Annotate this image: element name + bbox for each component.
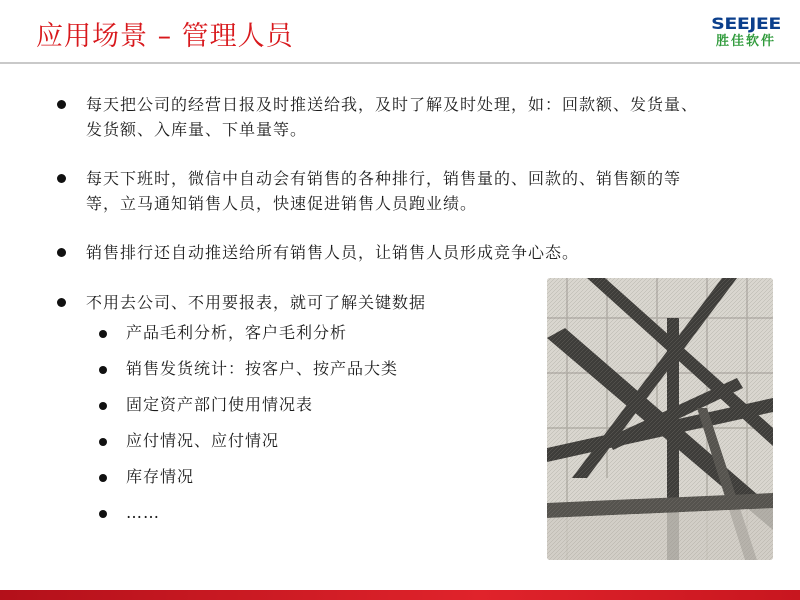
bullet-dot-icon xyxy=(57,174,66,183)
sub-bullet-text: 固定资产部门使用情况表 xyxy=(126,395,314,414)
bullet-text: 每天下班时，微信中自动会有销售的各种排行，销售量的、回款的、销售额的等等，立马通知销售人员，快速促进销售人员跑业绩。 xyxy=(86,169,682,213)
sub-bullet-dot-icon xyxy=(99,330,107,338)
sub-bullet-text: 产品毛利分析，客户毛利分析 xyxy=(126,323,348,342)
sub-bullet-dot-icon xyxy=(99,474,107,482)
bullet-text: 不用去公司、不用要报表，就可了解关键数据 xyxy=(86,293,427,312)
logo-wordmark: SEEJEE xyxy=(711,14,781,34)
sub-bullet-dot-icon xyxy=(99,366,107,374)
logo-subtitle: 胜佳软件 xyxy=(715,34,776,49)
sub-bullet-text: 销售发货统计：按客户、按产品大类 xyxy=(126,359,399,378)
sub-bullet-dot-icon xyxy=(99,402,107,410)
slide-title: 应用场景 – 管理人员 xyxy=(36,21,294,52)
bullet-dot-icon xyxy=(57,100,66,109)
sub-bullet-text: 应付情况、应付情况 xyxy=(126,431,280,450)
sub-bullet-dot-icon xyxy=(99,438,107,446)
bullet-dot-icon xyxy=(57,298,66,307)
footer-accent-bar xyxy=(0,590,800,600)
staircase-illustration xyxy=(547,278,773,560)
staircase-photo xyxy=(547,278,773,560)
title-divider xyxy=(0,62,800,64)
sub-bullet-dot-icon xyxy=(99,510,107,518)
sub-bullet-text: 库存情况 xyxy=(126,467,195,486)
sub-bullet-text: …… xyxy=(126,503,160,522)
company-logo xyxy=(706,14,786,50)
bullet-dot-icon xyxy=(57,248,66,257)
bullet-text: 每天把公司的经营日报及时推送给我，及时了解及时处理，如：回款额、发货量、发货额、入库量、下单量等。 xyxy=(86,95,699,139)
bullet-text: 销售排行还自动推送给所有销售人员，让销售人员形成竞争心态。 xyxy=(86,243,580,262)
